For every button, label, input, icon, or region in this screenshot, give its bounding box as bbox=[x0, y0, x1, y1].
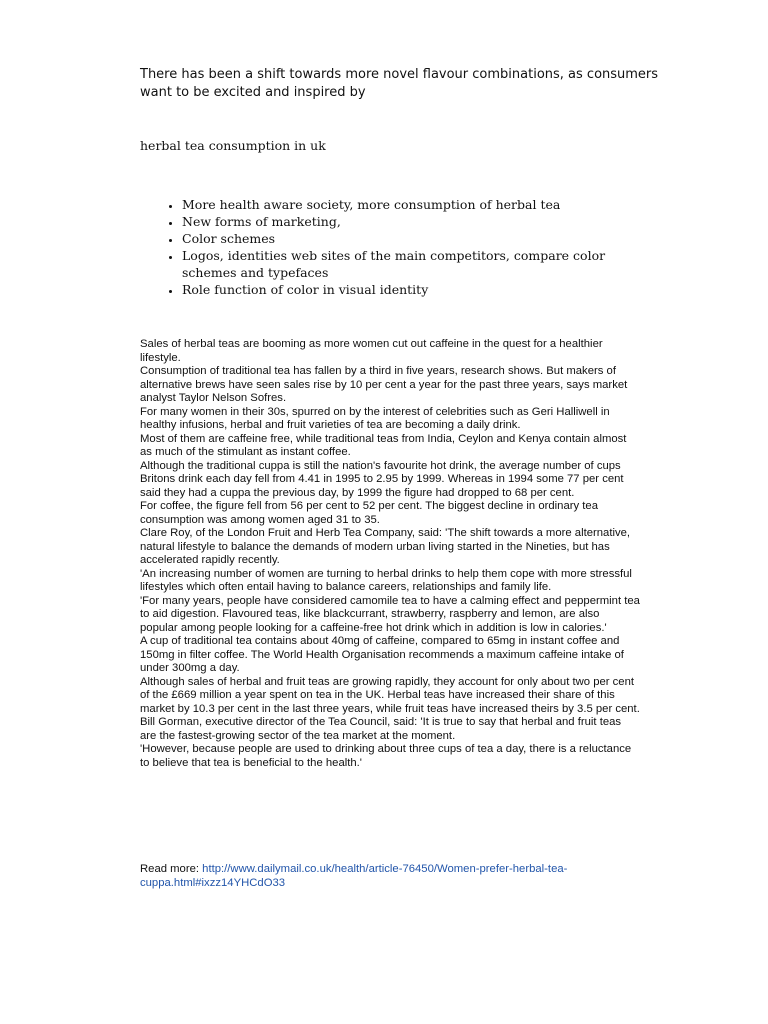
article-paragraph: Bill Gorman, executive director of the Tea Council, said: 'It is true to say that herbal and fruit teas are the fastest-growing sector of the tea market at the moment. bbox=[140, 716, 622, 742]
article-paragraph: Clare Roy, of the London Fruit and Herb Tea Company, said: 'The shift towards a more alternative, natural lifestyle to balance the demands of modern urban living started in the Nineties, but has accelerated rapidly recently. bbox=[140, 527, 631, 566]
intro-paragraph: There has been a shift towards more novel flavour combinations, as consumers want to be excited and inspired by bbox=[140, 67, 659, 100]
list-item: • Color schemes bbox=[182, 230, 622, 247]
list-item: • More health aware society, more consumption of herbal tea bbox=[182, 196, 622, 213]
list-item: • Role function of color in visual identity bbox=[182, 281, 622, 298]
article-paragraph: Sales of herbal teas are booming as more women cut out caffeine in the quest for a healthier lifestyle. bbox=[140, 338, 603, 364]
article-paragraph: Although the traditional cuppa is still the nation's favourite hot drink, the average number of cups Britons drink each day fell from 4.41 in 1995 to 2.95 by 1999. Whereas in 1994 some 77 per cent said they had a cuppa the previous day, by 1999 the figure had dropped to 68 per cent. bbox=[140, 459, 624, 499]
article-paragraph: A cup of traditional tea contains about 40mg of caffeine, compared to 65mg in instant coffee and 150mg in filter coffee. The World Health Organisation recommends a maximum caffeine intake of under 300mg a day. bbox=[140, 635, 624, 674]
subheading: herbal tea consumption in uk bbox=[140, 138, 326, 153]
list-item: • New forms of marketing, bbox=[182, 213, 622, 230]
article-paragraph: Consumption of traditional tea has fallen by a third in five years, research shows. But makers of alternative brews have seen sales rise by 10 per cent a year for the past three years, says market analyst Taylor Nelson Sofres. bbox=[140, 365, 628, 404]
article-paragraph: 'An increasing number of women are turning to herbal drinks to help them cope with more stressful lifestyles which often entail having to balance careers, relationships and family life. bbox=[140, 567, 632, 593]
read-more bbox=[140, 862, 660, 890]
article-paragraph: 'For many years, people have considered camomile tea to have a calming effect and peppermint tea to aid digestion. Flavoured teas, like blackcurrant, strawberry, raspberry and lemon, are also popular among people looking for a caffeine-free hot drink which in addition is low in calories.' bbox=[140, 594, 640, 634]
article-paragraph: 'However, because people are used to drinking about three cups of tea a day, there is a reluctance to believe that tea is beneficial to the health.' bbox=[140, 743, 632, 769]
article-paragraph: Although sales of herbal and fruit teas are growing rapidly, they account for only about two per cent of the £669 million a year spent on tea in the UK. Herbal teas have increased their share of this market by 10.3 per cent in the last three years, while fruit teas have increased theirs by 3.5 per cent. bbox=[140, 675, 640, 715]
article-paragraph: For coffee, the figure fell from 56 per cent to 52 per cent. The biggest decline in ordinary tea consumption was among women aged 31 to 35. bbox=[140, 500, 598, 526]
source-link[interactable]: http://www.dailymail.co.uk/health/article-76450/Women-prefer-herbal-tea-cuppa.html#ixzz14YHCdO33 bbox=[140, 863, 568, 889]
article-paragraph: Most of them are caffeine free, while traditional teas from India, Ceylon and Kenya contain almost as much of the stimulant as instant coffee. bbox=[140, 432, 627, 458]
list-item: • Logos, identities web sites of the main competitors, compare color schemes and typefaces bbox=[182, 247, 622, 281]
read-more-label: Read more: bbox=[140, 863, 203, 875]
bullet-list bbox=[160, 196, 622, 298]
article-paragraph: For many women in their 30s, spurred on by the interest of celebrities such as Geri Halliwell in healthy infusions, herbal and fruit varieties of tea are becoming a daily drink. bbox=[140, 405, 610, 431]
article-body bbox=[140, 338, 640, 770]
